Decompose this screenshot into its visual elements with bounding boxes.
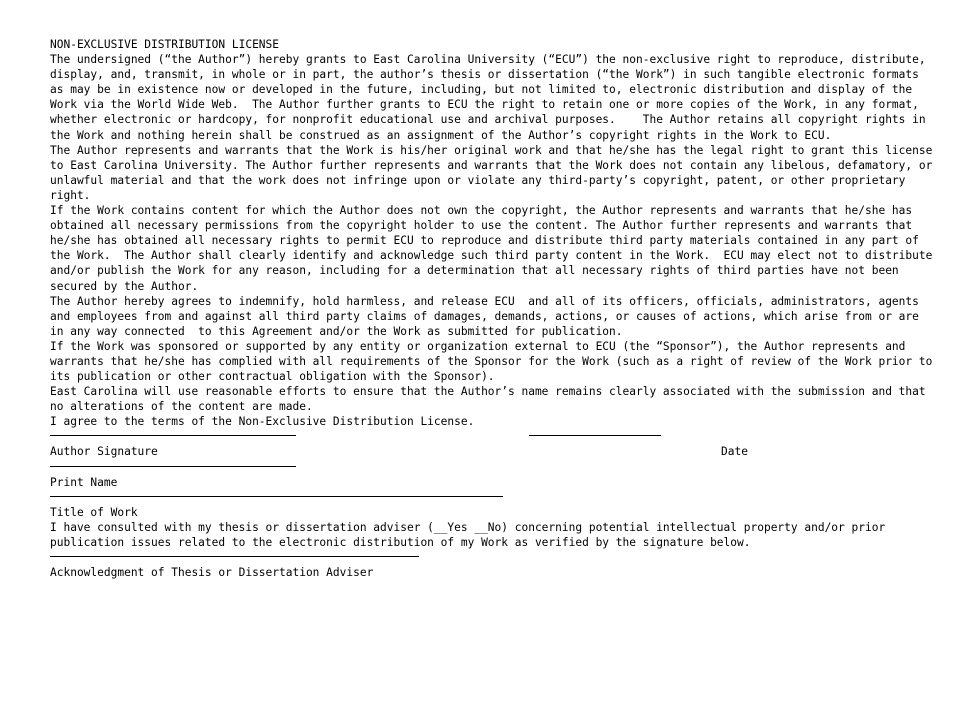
- license-document: [50, 37, 938, 580]
- title-label-row: [50, 505, 938, 520]
- document-title: NON-EXCLUSIVE DISTRIBUTION LICENSE: [50, 38, 280, 51]
- paragraph-grant: The undersigned (“the Author”) hereby grants to East Carolina University (“ECU”) the non-exclusive right to reproduce, distribute, display, and, transmit, in whole or in part, the author’s thesis or dissertation (“the Work”) in such tangible electronic formats as may be in existence now or developed in the future, including, but not limited to, electronic distribution and display of the Work via the World Wide Web. The Author further grants to ECU the right to retain one or more copies of the Work, in any format, whether electronic or hardcopy, for nonprofit educational use and archival purposes. The Author retains all copyright rights in the Work and nothing herein shall be construed as an assignment of the Author’s copyright rights in the Work to ECU.: [50, 53, 933, 142]
- author-signature-line[interactable]: [50, 435, 296, 436]
- paragraph-agree: I agree to the terms of the Non-Exclusive Distribution License.: [50, 415, 475, 429]
- print-name-line-row: [50, 460, 938, 475]
- paragraph-third-party: If the Work contains content for which the Author does not own the copyright, the Author represents and warrants that he/she has obtained all necessary permissions from the copyright holder to use the content. The Author further represents and warrants that he/she has obtained all necessary rights to permit ECU to reproduce and distribute third party materials contained in any part of the Work. The Author shall clearly identify and acknowledge such third party content in the Work. ECU may elect not to distribute and/or publish the Work for any reason, including for a determination that all necessary rights of third parties have not been secured by the Author.: [50, 204, 940, 293]
- signature-lines-row: [50, 429, 938, 444]
- author-signature-label: Author Signature: [50, 445, 158, 459]
- adviser-acknowledgment-label: Acknowledgment of Thesis or Dissertation Adviser: [50, 565, 374, 579]
- print-name-label-row: [50, 475, 938, 490]
- adviser-statement: I have consulted with my thesis or dissertation adviser (__Yes __No) concerning potential intellectual property and/or prior publication issues related to the electronic distribution of my Work as verified by the signature below.: [50, 520, 892, 549]
- paragraph-indemnify: The Author hereby agrees to indemnify, hold harmless, and release ECU and all of its officers, officials, administrators, agents and employees from and against all third party claims of damages, demands, actions, or causes of actions, which arise from or are in any way connected to this Agreement and/or the Work as submitted for publication.: [50, 294, 926, 338]
- print-name-label: Print Name: [50, 475, 118, 489]
- title-of-work-label: Title of Work: [50, 505, 138, 519]
- paragraph-attribution: East Carolina will use reasonable efforts to ensure that the Author’s name remains clearly associated with the submission and that no alterations of the content are made.: [50, 385, 933, 414]
- print-name-line[interactable]: [50, 466, 296, 467]
- date-label: Date: [721, 445, 748, 459]
- paragraph-sponsor: If the Work was sponsored or supported by any entity or organization external to ECU (the “Sponsor”), the Author represents and warrants that he/she has complied with all requirements of the Sponsor for the Work (such as a right of review of the Work prior to its publication or other contractual obligation with the Sponsor).: [50, 339, 940, 384]
- date-line[interactable]: [529, 435, 661, 436]
- adviser-label-row: [50, 565, 938, 580]
- title-of-work-line[interactable]: [50, 496, 503, 497]
- adviser-signature-line[interactable]: [50, 556, 419, 557]
- title-line-row: [50, 490, 938, 505]
- adviser-line-row: [50, 550, 938, 565]
- paragraph-warranty: The Author represents and warrants that the Work is his/her original work and that he/she has the legal right to grant this license to East Carolina University. The Author further represents and warrants that the Work does not contain any libelous, defamatory, or unlawful material and that the work does not infringe upon or violate any third-party’s copyright, patent, or other proprietary right.: [50, 143, 940, 202]
- signature-labels-row: [50, 444, 938, 459]
